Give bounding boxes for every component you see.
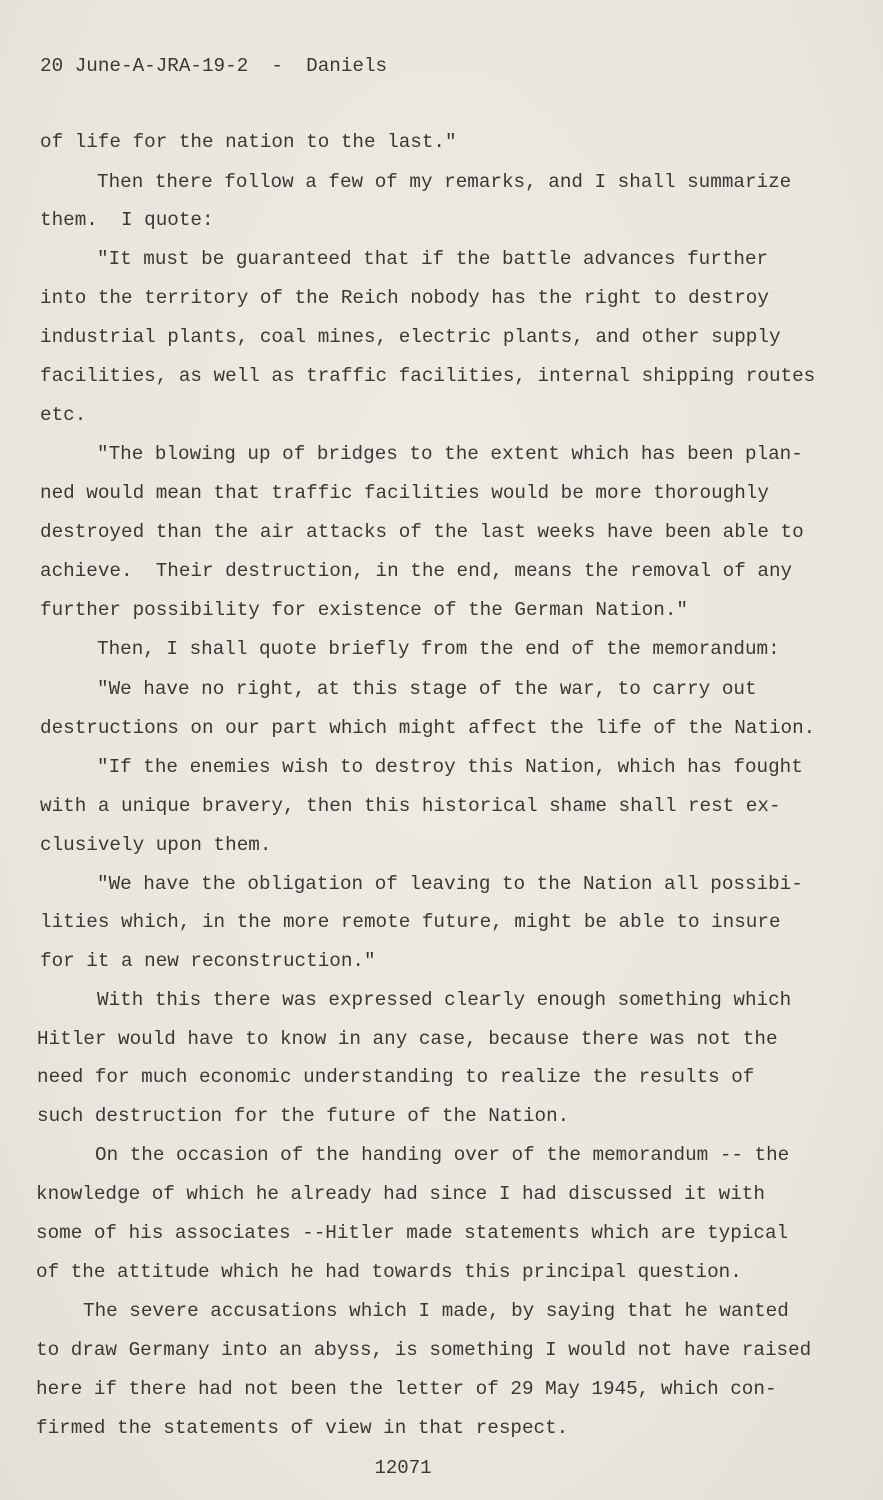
text-line: "If the enemies wish to destroy this Nation, which has fought bbox=[97, 756, 803, 778]
text-line: some of his associates --Hitler made statements which are typical bbox=[36, 1222, 789, 1244]
text-line: into the territory of the Reich nobody has the right to destroy bbox=[40, 287, 769, 309]
text-line: destructions on our part which might affect the life of the Nation. bbox=[40, 717, 816, 739]
text-line: clusively upon them. bbox=[40, 834, 272, 856]
text-line: destroyed than the air attacks of the last weeks have been able to bbox=[40, 521, 804, 543]
text-line: further possibility for existence of the German Nation." bbox=[40, 599, 688, 621]
text-line: with a unique bravery, then this historical shame shall rest ex- bbox=[40, 795, 781, 817]
text-line: for it a new reconstruction." bbox=[40, 950, 376, 972]
text-line: facilities, as well as traffic facilities, internal shipping routes bbox=[40, 365, 816, 387]
text-line: Hitler would have to know in any case, because there was not the bbox=[37, 1028, 778, 1050]
text-line: firmed the statements of view in that respect. bbox=[36, 1417, 569, 1439]
text-line: achieve. Their destruction, in the end, means the removal of any bbox=[40, 560, 793, 582]
text-line: "It must be guaranteed that if the battle advances further bbox=[97, 248, 769, 270]
text-line: knowledge of which he already had since I had discussed it with bbox=[36, 1183, 765, 1205]
page-header: 20 June-A-JRA-19-2 - Daniels bbox=[40, 55, 388, 77]
text-line: Then, I shall quote briefly from the end of the memorandum: bbox=[97, 638, 780, 660]
text-line: such destruction for the future of the Nation. bbox=[37, 1105, 570, 1127]
text-line: ned would mean that traffic facilities would be more thoroughly bbox=[40, 482, 769, 504]
text-line: The severe accusations which I made, by saying that he wanted bbox=[83, 1300, 789, 1322]
text-line: "We have no right, at this stage of the war, to carry out bbox=[97, 678, 757, 700]
text-line: With this there was expressed clearly enough something which bbox=[97, 989, 792, 1011]
text-line: need for much economic understanding to realize the results of bbox=[37, 1066, 755, 1088]
text-line: Then there follow a few of my remarks, and I shall summarize bbox=[97, 171, 792, 193]
text-line: etc. bbox=[40, 404, 87, 426]
text-line: to draw Germany into an abyss, is something I would not have raised bbox=[36, 1339, 812, 1361]
text-line: them. I quote: bbox=[40, 209, 214, 231]
text-line: of life for the nation to the last." bbox=[40, 131, 457, 153]
text-line: lities which, in the more remote future, might be able to insure bbox=[40, 911, 781, 933]
text-line: of the attitude which he had towards this principal question. bbox=[36, 1261, 742, 1283]
text-line: industrial plants, coal mines, electric plants, and other supply bbox=[40, 326, 781, 348]
text-line: On the occasion of the handing over of the memorandum -- the bbox=[95, 1144, 790, 1166]
text-line: here if there had not been the letter of 29 May 1945, which con- bbox=[36, 1378, 777, 1400]
text-line: "The blowing up of bridges to the extent which has been plan- bbox=[97, 443, 803, 465]
text-line: "We have the obligation of leaving to the Nation all possibi- bbox=[97, 873, 803, 895]
page-number: 12071 bbox=[374, 1457, 432, 1479]
